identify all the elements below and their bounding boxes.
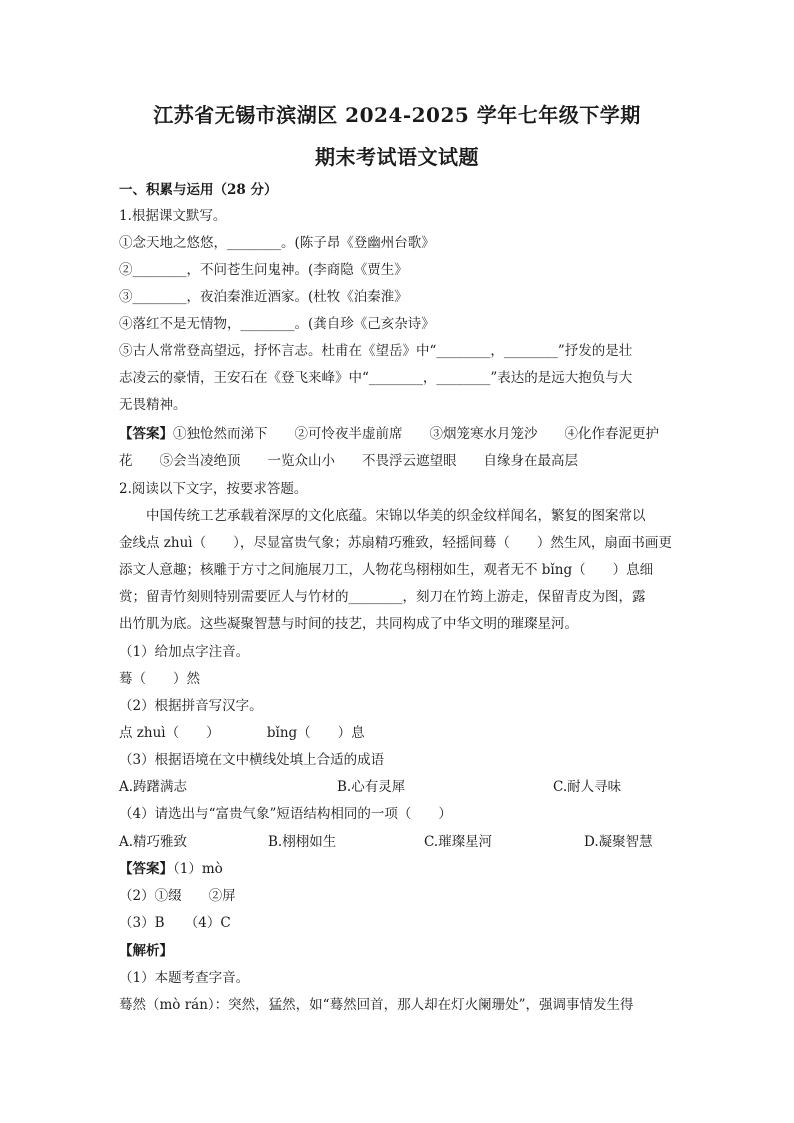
question-1-item: 志凌云的豪情，王安石在《登飞来峰》中“________，________”表达的是远大抱负与大 xyxy=(119,370,633,386)
option-a: A.精巧雅致 xyxy=(119,834,188,850)
question-1-answer-continued: 花 ⑤会当凌绝顶 一览众山小 不畏浮云遮望眼 自缘身在最高层 xyxy=(119,453,578,469)
answer-line: （3）B （4）C xyxy=(119,915,231,931)
answer-text: （1）mò xyxy=(173,861,223,877)
sub-question-2: （2）根据拼音写汉字。 xyxy=(119,698,263,714)
option-b: B.心有灵犀 xyxy=(337,779,406,795)
analysis-line: （1）本题考查字音。 xyxy=(119,970,250,986)
answer-line: （2）①缀 ②屏 xyxy=(119,888,236,904)
analysis-label: 【解析】 xyxy=(119,943,173,959)
question-1-item: ①念天地之悠悠，________。(陈子昂《登幽州台歌》 xyxy=(119,235,435,251)
option-d: D.凝聚智慧 xyxy=(584,834,653,850)
sub-question-1-item: 蓦（ ）然 xyxy=(119,671,200,687)
passage-line: 出竹肌为底。这些凝聚智慧与时间的技艺，共同构成了中华文明的璀璨星河。 xyxy=(119,616,578,632)
question-1-item: ③________，夜泊秦淮近酒家。(杜牧《泊秦淮》 xyxy=(119,289,408,305)
question-1-item: ④落红不是无情物，________。(龚自珍《己亥杂诗》 xyxy=(119,316,435,332)
sub-question-2-item: 点 zhuì（ ） bǐng（ ）息 xyxy=(119,725,365,741)
passage-line: 赏；留青竹刻则特别需要匠人与竹材的________，刻刀在竹筠上游走，保留青皮为图，露 xyxy=(119,589,646,605)
option-b: B.栩栩如生 xyxy=(268,834,337,850)
option-a: A.踌躇满志 xyxy=(119,779,188,795)
question-1-item: ②________，不问苍生问鬼神。(李商隐《贾生》 xyxy=(119,262,408,278)
exam-title-line-1: 江苏省无锡市滨湖区 2024-2025 学年七年级下学期 xyxy=(153,103,641,127)
option-c: C.璀璨星河 xyxy=(424,834,493,850)
question-1-item: 无畏精神。 xyxy=(119,397,187,413)
question-1-answer xyxy=(119,425,659,443)
option-c: C.耐人寻味 xyxy=(553,779,622,795)
answer-label: 【答案】 xyxy=(119,426,173,442)
question-2-stem: 2.阅读以下文字，按要求答题。 xyxy=(119,481,308,497)
sub-question-3: （3）根据语境在文中横线处填上合适的成语 xyxy=(119,752,385,768)
exam-title-line-2: 期末考试语文试题 xyxy=(315,145,479,169)
question-1-item: ⑤古人常常登高望远，抒怀言志。杜甫在《望岳》中“________，________”抒发的是壮 xyxy=(119,343,633,359)
section-heading: 一、积累与运用（28 分） xyxy=(119,182,278,198)
passage-line: 金线点 zhuì（ ），尽显富贵气象；苏扇精巧雅致，轻摇间蓦（ ）然生风，扇面书画更 xyxy=(119,535,672,551)
passage-line: 中国传统工艺承载着深厚的文化底蕴。宋锦以华美的织金纹样闻名，繁复的图案常以 xyxy=(146,508,646,524)
sub-question-4: （4）请选出与“富贵气象”短语结构相同的一项（ ） xyxy=(119,806,452,822)
passage-line: 添文人意趣；核雕于方寸之间施展刀工，人物花鸟栩栩如生，观者无不 bǐng（ ）息细 xyxy=(119,562,654,578)
question-1-stem: 1.根据课文默写。 xyxy=(119,208,227,224)
answer-label: 【答案】 xyxy=(119,861,173,877)
analysis-line: 蓦然（mò rán）：突然，猛然，如“蓦然回首，那人却在灯火阑珊处”，强调事情发生得 xyxy=(119,997,634,1013)
answer-text: ①独怆然而涕下 ②可怜夜半虚前席 ③烟笼寒水月笼沙 ④化作春泥更护 xyxy=(173,426,659,442)
question-2-answer xyxy=(119,860,223,878)
sub-question-1: （1）给加点字注音。 xyxy=(119,644,250,660)
